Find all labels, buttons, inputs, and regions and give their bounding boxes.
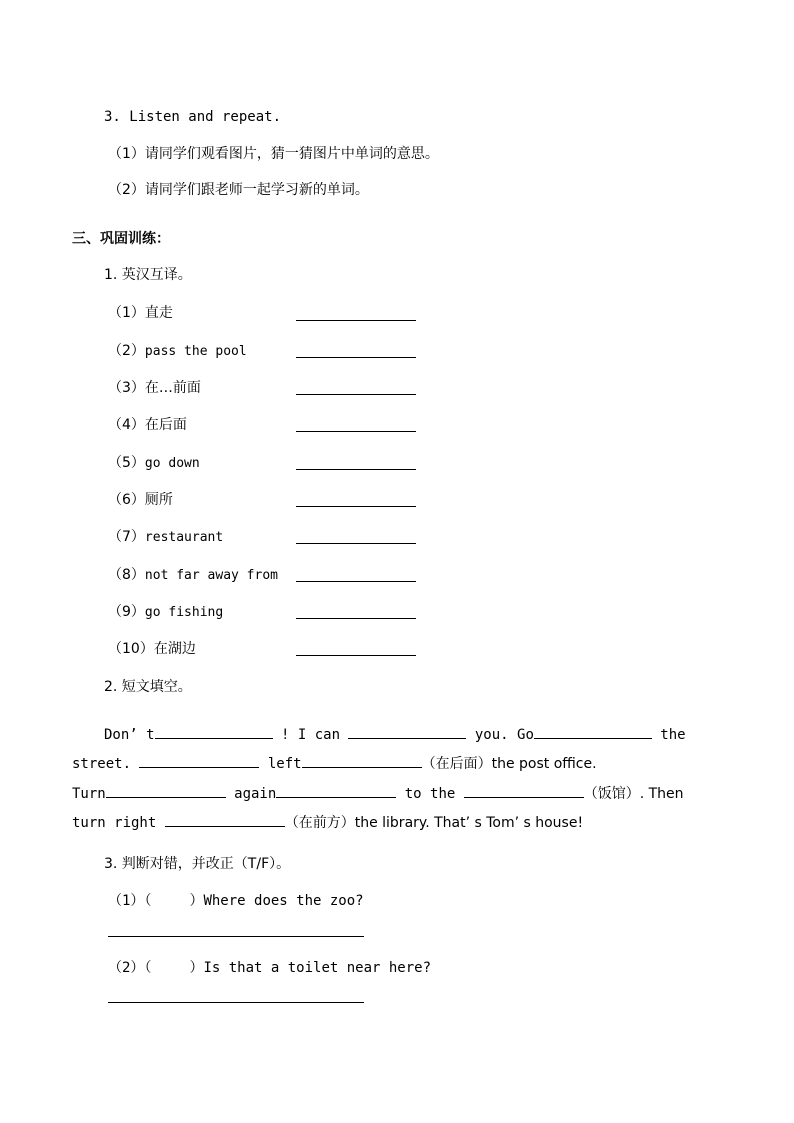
- vocab-num: （1）: [108, 305, 145, 321]
- vocab-text: 在湖边: [153, 641, 196, 657]
- vocab-item: [108, 566, 278, 585]
- tf-paren-close: ）: [189, 893, 204, 909]
- cloze-blank[interactable]: [276, 783, 396, 798]
- tf-paren-open: （: [144, 893, 152, 909]
- vocab-answer-line[interactable]: [296, 580, 416, 582]
- cloze-text: left: [259, 756, 302, 772]
- vocab-item: [108, 342, 247, 361]
- vocab-num: （9）: [108, 604, 145, 620]
- tf-item: [108, 959, 431, 977]
- task2-title: 2. 短文填空。: [104, 679, 192, 695]
- cloze-line-3: [72, 783, 684, 803]
- vocab-num: （8）: [108, 567, 145, 583]
- vocab-item: [108, 304, 173, 322]
- vocab-text: 在后面: [144, 417, 187, 433]
- vocab-num: （10）: [108, 641, 154, 657]
- cloze-text: Turn: [72, 786, 106, 802]
- vocab-text: go fishing: [144, 605, 224, 620]
- cloze-text: ! I can: [272, 727, 349, 743]
- vocab-num: （2）: [108, 343, 145, 359]
- cloze-text: to the: [396, 786, 464, 802]
- vocab-item: [108, 603, 223, 622]
- vocab-text: pass the pool: [144, 344, 247, 359]
- vocab-answer-line[interactable]: [296, 356, 416, 358]
- vocab-answer-line[interactable]: [296, 430, 416, 432]
- cloze-blank[interactable]: [302, 753, 422, 768]
- cloze-text: （在前方）the library. That’ s Tom’ s house!: [284, 815, 584, 831]
- vocab-text: 直走: [144, 305, 173, 321]
- cloze-blank[interactable]: [106, 783, 226, 798]
- tf-num: （1）: [108, 893, 145, 909]
- vocab-num: （6）: [108, 492, 145, 508]
- vocab-answer-line[interactable]: [296, 617, 416, 619]
- tf-item: [108, 892, 364, 910]
- listen-repeat-heading: 3. Listen and repeat.: [104, 109, 282, 125]
- section-title: 三、巩固训练：: [72, 231, 170, 247]
- vocab-num: （5）: [108, 455, 145, 471]
- cloze-text: street.: [72, 756, 140, 772]
- vocab-item: [108, 640, 196, 658]
- tf-paren-close: ）: [189, 960, 204, 976]
- vocab-item: [108, 379, 201, 397]
- vocab-num: （3）: [108, 380, 145, 396]
- vocab-item: [108, 454, 200, 473]
- cloze-text: the: [651, 727, 686, 743]
- tf-text: Where does the zoo?: [203, 893, 364, 909]
- listen-repeat-item-2: （2）请同学们跟老师一起学习新的单词。: [108, 182, 369, 198]
- vocab-answer-line[interactable]: [296, 542, 416, 544]
- cloze-blank[interactable]: [534, 724, 652, 739]
- vocab-text: 在…前面: [144, 380, 201, 396]
- tf-num: （2）: [108, 960, 145, 976]
- cloze-blank[interactable]: [348, 724, 466, 739]
- correction-line[interactable]: [108, 1001, 364, 1003]
- vocab-text: 厕所: [144, 492, 173, 508]
- cloze-text: again: [225, 786, 277, 802]
- tf-text: Is that a toilet near here?: [203, 960, 432, 976]
- vocab-answer-line[interactable]: [296, 319, 416, 321]
- correction-line[interactable]: [108, 935, 364, 937]
- vocab-text: restaurant: [144, 530, 224, 545]
- vocab-answer-line[interactable]: [296, 505, 416, 507]
- vocab-num: （4）: [108, 417, 145, 433]
- task3-title: 3. 判断对错，并改正（T/F）。: [104, 856, 291, 872]
- cloze-blank[interactable]: [155, 724, 273, 739]
- cloze-text: you. Go: [466, 727, 534, 743]
- cloze-line-2: [72, 753, 597, 773]
- tf-paren-open: （: [144, 960, 152, 976]
- cloze-text: （饭馆）. Then: [583, 786, 684, 802]
- vocab-answer-line[interactable]: [296, 654, 416, 656]
- vocab-num: （7）: [108, 529, 145, 545]
- cloze-line-1: [104, 724, 686, 744]
- cloze-text: （在后面）the post office.: [421, 756, 597, 772]
- vocab-item: [108, 416, 187, 434]
- listen-repeat-item-1: （1）请同学们观看图片，猜一猜图片中单词的意思。: [108, 146, 439, 162]
- task1-title: 1. 英汉互译。: [104, 267, 192, 283]
- vocab-answer-line[interactable]: [296, 468, 416, 470]
- cloze-line-4: [72, 812, 583, 832]
- cloze-blank[interactable]: [464, 783, 584, 798]
- vocab-answer-line[interactable]: [296, 393, 416, 395]
- cloze-text: Don’ t: [104, 727, 155, 743]
- vocab-item: [108, 528, 223, 547]
- vocab-text: not far away from: [144, 568, 278, 583]
- vocab-text: go down: [144, 456, 200, 471]
- vocab-item: [108, 491, 173, 509]
- cloze-blank[interactable]: [139, 753, 259, 768]
- cloze-text: turn right: [72, 815, 165, 831]
- cloze-blank[interactable]: [165, 812, 285, 827]
